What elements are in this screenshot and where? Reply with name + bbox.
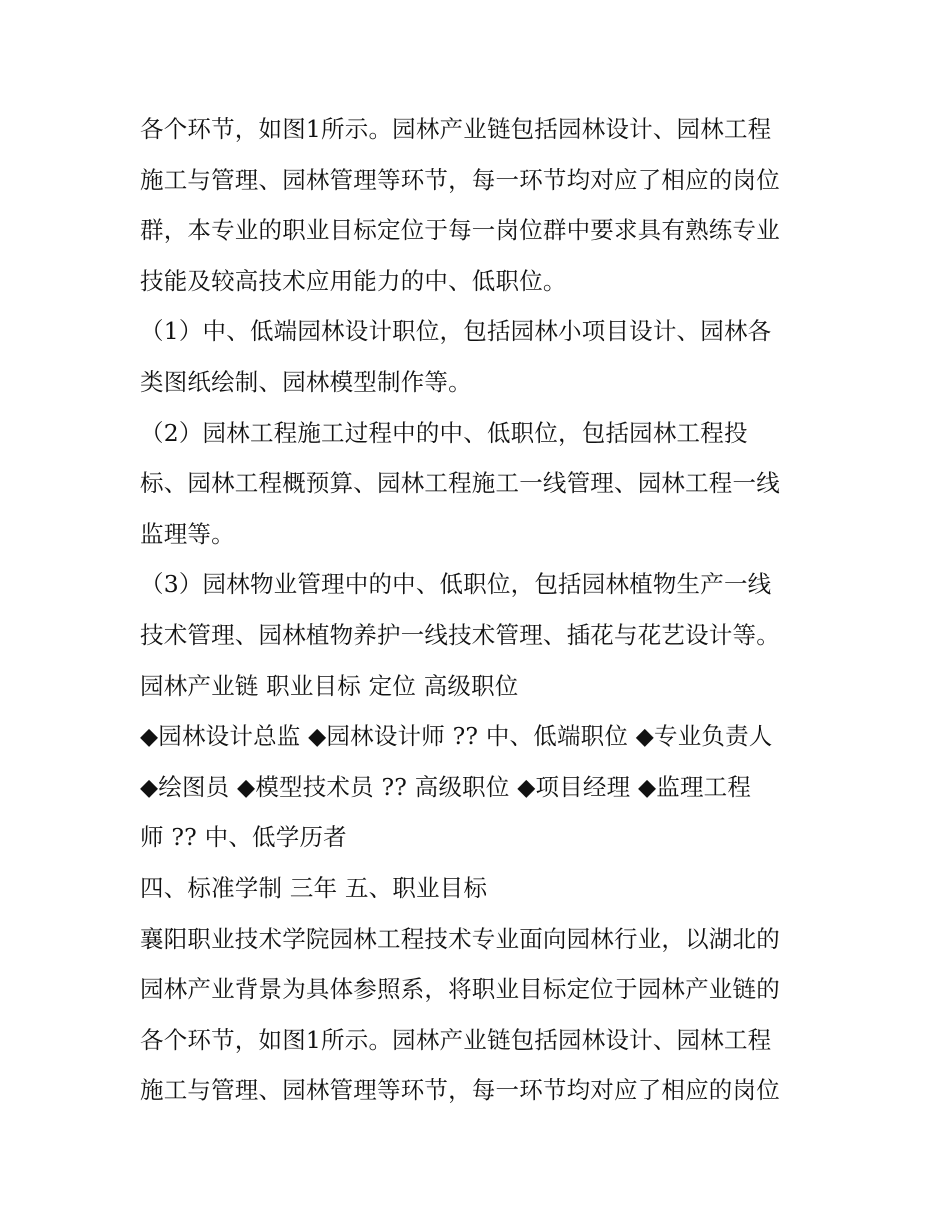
text-line: 标、园林工程概预算、园林工程施工一线管理、园林工程一线: [140, 469, 780, 498]
text-line: 施工与管理、园林管理等环节，每一环节均对应了相应的岗位: [140, 1076, 780, 1105]
text-line: 群，本专业的职业目标定位于每一岗位群中要求具有熟练专业: [140, 216, 780, 245]
text-line: 各个环节，如图1所示。园林产业链包括园林设计、园林工程: [140, 115, 772, 143]
text-line: ◆园林设计总监 ◆园林设计师 ?? 中、低端职位 ◆专业负责人: [140, 722, 773, 751]
text-line: 施工与管理、园林管理等环节，每一环节均对应了相应的岗位: [140, 165, 780, 194]
text-line: ◆绘图员 ◆模型技术员 ?? 高级职位 ◆项目经理 ◆监理工程: [140, 772, 752, 801]
text-line: 各个环节，如图1所示。园林产业链包括园林设计、园林工程: [140, 1025, 772, 1054]
text-line: 园林产业链 职业目标 定位 高级职位: [140, 671, 519, 700]
text-line: （3）园林物业管理中的中、低职位，包括园林植物生产一线: [140, 570, 772, 599]
text-line: 襄阳职业技术学院园林工程技术专业面向园林行业，以湖北的: [140, 924, 780, 953]
text-line: 技能及较高技术应用能力的中、低职位。: [140, 266, 567, 295]
text-line: （2）园林工程施工过程中的中、低职位，包括园林工程投: [140, 418, 748, 447]
text-line: 师 ?? 中、低学历者: [140, 823, 347, 852]
text-line: 四、标准学制 三年 五、职业目标: [140, 873, 488, 902]
text-line: 技术管理、园林植物养护一线技术管理、插花与花艺设计等。: [140, 620, 780, 649]
text-line: （1）中、低端园林设计职位，包括园林小项目设计、园林各: [140, 317, 772, 346]
document-body: [140, 104, 820, 1116]
text-line: 园林产业背景为具体参照系，将职业目标定位于园林产业链的: [140, 975, 780, 1004]
text-line: 类图纸绘制、园林模型制作等。: [140, 367, 472, 396]
text-line: 监理等。: [140, 519, 235, 548]
